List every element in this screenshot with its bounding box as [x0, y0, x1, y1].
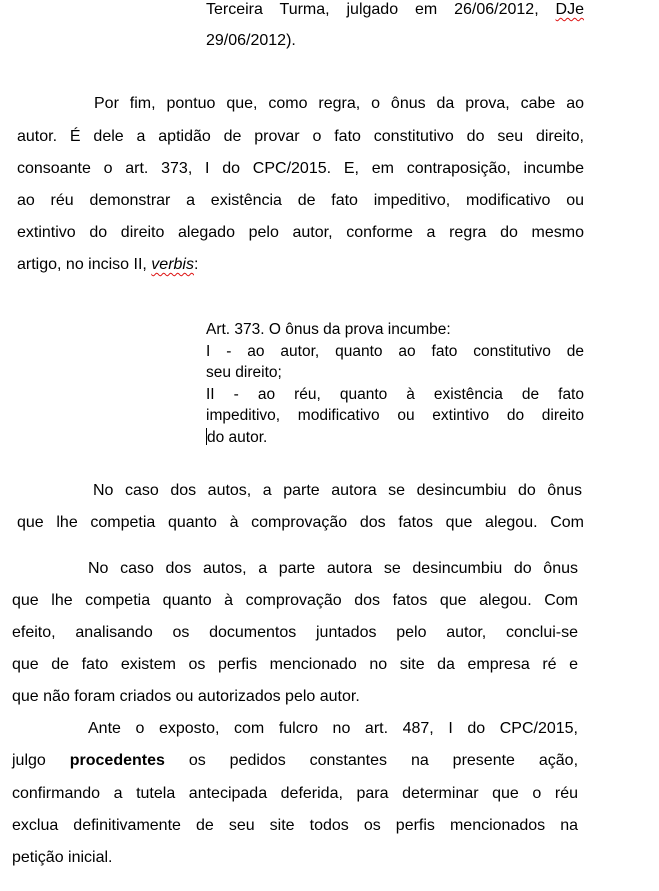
citation-dje-misspelled: DJe — [555, 1, 584, 18]
paragraph-line: autor. É dele a aptidão de provar o fato constitutivo do seu direito, — [17, 128, 584, 145]
paragraph-text: : — [193, 256, 199, 273]
quote-text: do autor. — [207, 429, 268, 446]
paragraph-line: que não foram criados ou autorizados pelo autor. — [12, 688, 360, 705]
paragraph-line: efeito, analisando os documentos juntados pelo autor, conclui-se — [12, 624, 578, 641]
paragraph-line: consoante o art. 373, I do CPC/2015. E, em contraposição, incumbe — [17, 160, 584, 177]
paragraph-text: julgo — [12, 752, 70, 769]
paragraph-line: exclua definitivamente de seu site todos os perfis mencionados na — [12, 817, 578, 834]
paragraph-line: No caso dos autos, a parte autora se desincumbiu do ônus — [93, 482, 582, 499]
paragraph-line: extintivo do direito alegado pelo autor, conforme a regra do mesmo — [17, 224, 584, 241]
paragraph-line: que lhe competia quanto à comprovação dos fatos que alegou. Com — [12, 592, 578, 609]
citation-line — [206, 0, 584, 21]
paragraph-text: artigo, no inciso II, — [17, 256, 152, 273]
quote-line: II - ao réu, quanto à existência de fato — [206, 386, 584, 403]
quote-line — [206, 427, 267, 449]
verbis-italic: verbis — [151, 256, 194, 273]
paragraph-line: que de fato existem os perfis mencionado no site da empresa ré e — [12, 656, 578, 673]
paragraph-line: que lhe competia quanto à comprovação dos fatos que alegou. Com — [17, 514, 584, 531]
paragraph-text: os pedidos constantes na presente ação, — [164, 752, 579, 769]
paragraph-line: Por fim, pontuo que, como regra, o ônus da prova, cabe ao — [94, 95, 584, 112]
quote-line: seu direito; — [206, 364, 282, 381]
citation-text: Terceira Turma, julgado em 26/06/2012, — [206, 1, 556, 18]
paragraph-line: Ante o exposto, com fulcro no art. 487, I do CPC/2015, — [88, 720, 578, 737]
quote-line: I - ao autor, quanto ao fato constitutivo de — [206, 343, 584, 360]
paragraph-line — [12, 750, 578, 772]
paragraph-line — [17, 254, 198, 276]
citation-line: 29/06/2012). — [206, 32, 296, 49]
paragraph-line: petição inicial. — [12, 849, 113, 866]
quote-line: Art. 373. O ônus da prova incumbe: — [206, 321, 451, 338]
procedentes-bold: procedentes — [69, 752, 165, 769]
paragraph-line: No caso dos autos, a parte autora se desincumbiu do ônus — [88, 560, 578, 577]
quote-line: impeditivo, modificativo ou extintivo do direito — [206, 407, 584, 424]
paragraph-line: ao réu demonstrar a existência de fato impeditivo, modificativo ou — [17, 192, 584, 209]
paragraph-line: confirmando a tutela antecipada deferida, para determinar que o réu — [12, 785, 578, 802]
